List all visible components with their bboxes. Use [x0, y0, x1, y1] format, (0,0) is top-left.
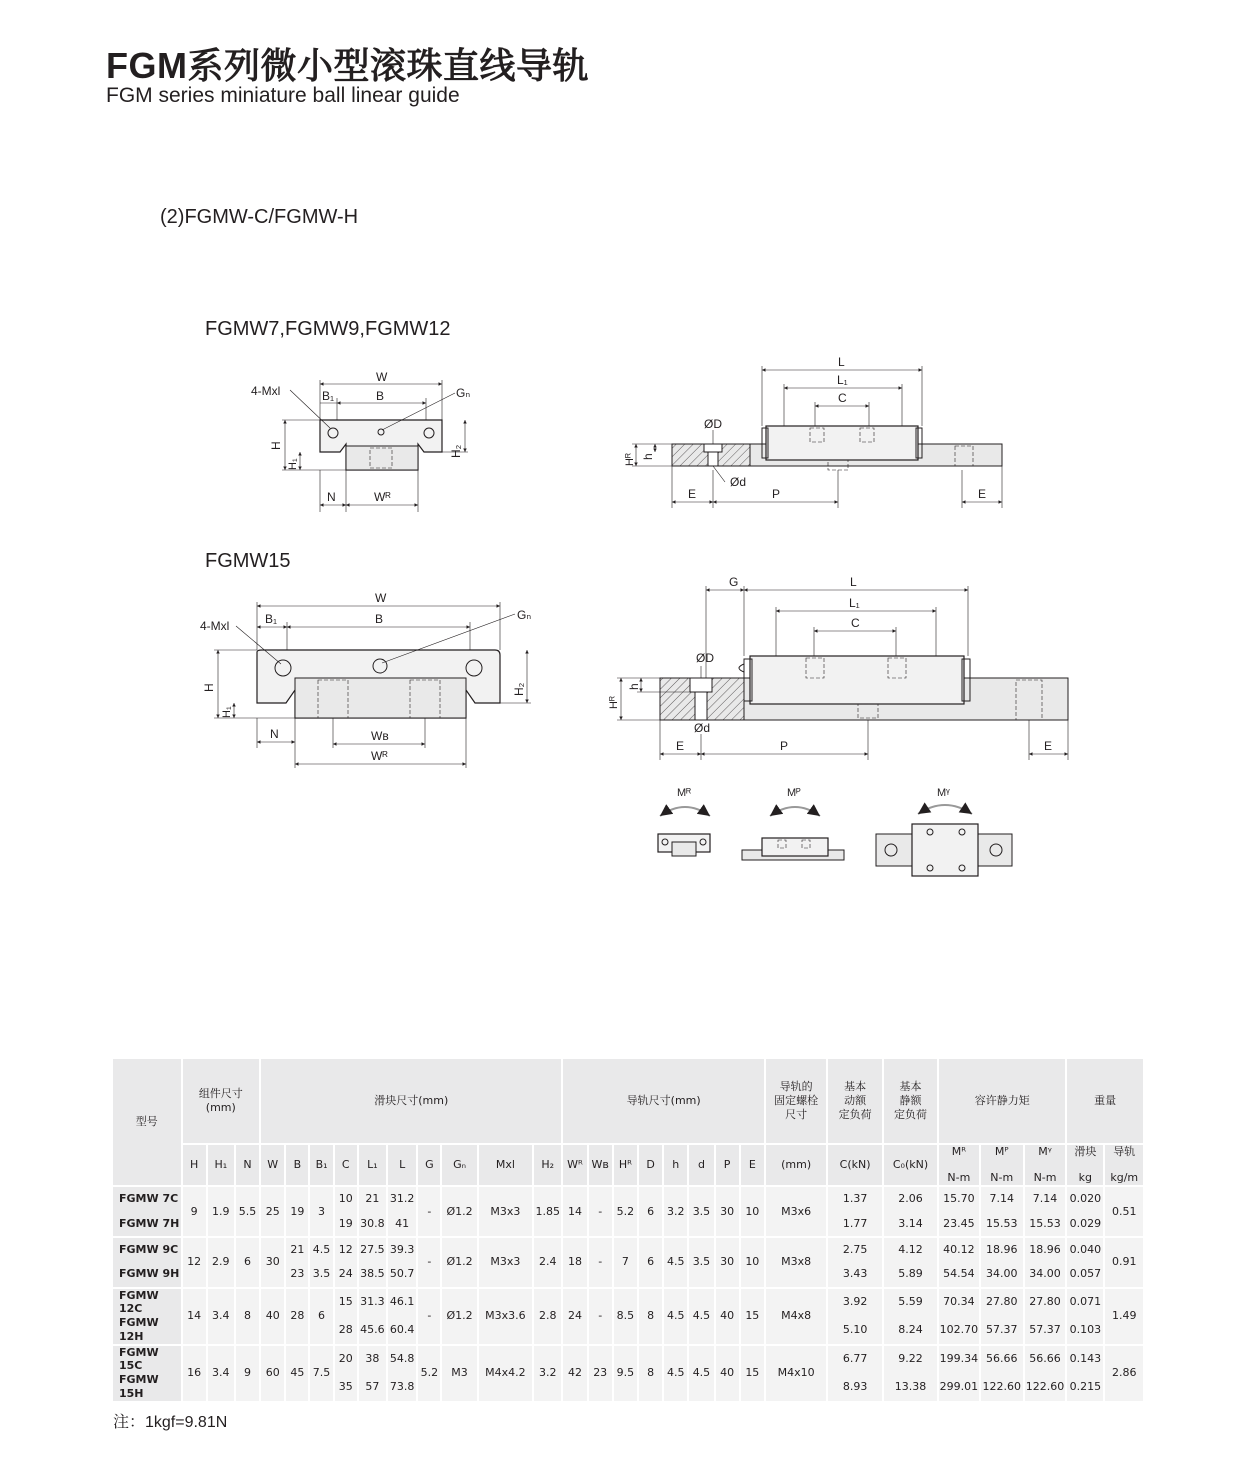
dim-H: H	[269, 441, 283, 450]
dim-D: ØD	[704, 417, 722, 431]
dim-Gn: Gₙ	[517, 608, 532, 622]
th-col: Mxl	[478, 1144, 533, 1186]
cell-block_w: 0.057	[1066, 1262, 1104, 1287]
table-row	[113, 1237, 1144, 1262]
dim-E: E	[688, 487, 697, 501]
unit-note: 注：1kgf=9.81N	[113, 1414, 228, 1431]
cell-d: 3.5	[688, 1237, 714, 1288]
cell-mp: 57.37	[980, 1316, 1024, 1345]
th-col: C(kN)	[827, 1144, 882, 1186]
th-col: P	[715, 1144, 740, 1186]
drawing-group-label: FGMW7,FGMW9,FGMW12	[205, 318, 451, 340]
cell-my: 57.37	[1024, 1316, 1066, 1345]
th-weight-unit: kg	[1078, 1171, 1092, 1184]
cell-d: 8	[638, 1288, 663, 1345]
dim-H2: H₂	[449, 444, 463, 458]
cell-c0: 2.06	[883, 1186, 938, 1211]
cell-mxl: M3x3.6	[478, 1288, 533, 1345]
th-col: L	[387, 1144, 417, 1186]
cell-rail_w: 2.86	[1104, 1345, 1144, 1401]
cell-cdyn: 6.77	[827, 1345, 882, 1374]
cell-d: 4.5	[688, 1288, 714, 1345]
cell-l: 50.7	[387, 1262, 417, 1287]
th-col: C	[334, 1144, 358, 1186]
cell-n: 6	[235, 1237, 260, 1288]
dim-d: Ød	[730, 475, 747, 489]
cell-g: -	[417, 1237, 441, 1288]
page-title: FGM系列微小型滚珠直线导轨	[106, 45, 589, 86]
th-weight: 重量	[1066, 1059, 1144, 1144]
cell-b1: 6	[309, 1288, 333, 1345]
cell-bolt: M4x10	[765, 1345, 827, 1401]
cell-l: 41	[387, 1211, 417, 1236]
th-col: W	[260, 1144, 285, 1186]
dim-W: W	[375, 591, 387, 605]
cell-block_w: 0.040	[1066, 1237, 1104, 1262]
cell-c: 28	[334, 1316, 358, 1345]
cell-l1: 45.6	[358, 1316, 387, 1345]
th-static: 基本 静额 定负荷	[883, 1059, 938, 1144]
th-moment: 容许静力矩	[938, 1059, 1066, 1144]
th-weight-unit: kg/m	[1110, 1171, 1139, 1184]
cell-l: 46.1	[387, 1288, 417, 1317]
cell-mp: 122.60	[980, 1373, 1024, 1401]
cell-h2: 3.2	[533, 1345, 562, 1401]
cell-h2: 1.85	[533, 1186, 562, 1237]
cell-b: 21	[285, 1237, 309, 1262]
th-weight-col	[1066, 1144, 1104, 1186]
th-col: Gₙ	[441, 1144, 477, 1186]
dim-N: N	[327, 490, 336, 504]
cell-l1: 31.3	[358, 1288, 387, 1317]
cell-gn: Ø1.2	[441, 1186, 477, 1237]
moment-MP	[742, 787, 844, 860]
th-moment-col	[1024, 1144, 1066, 1186]
dim-B: B	[375, 612, 384, 626]
cell-gn: Ø1.2	[441, 1237, 477, 1288]
cell-n: 9	[235, 1345, 260, 1401]
cell-bolt: M3x6	[765, 1186, 827, 1237]
th-col: D	[638, 1144, 663, 1186]
cell-g: -	[417, 1288, 441, 1345]
cell-c0: 9.22	[883, 1345, 938, 1374]
cell-h2: 2.8	[533, 1288, 562, 1345]
front-view-15	[200, 591, 531, 768]
dim-Mxl: 4-Mxl	[251, 384, 281, 398]
side-view-15	[608, 575, 1068, 760]
th-col: H₂	[533, 1144, 562, 1186]
cell-rail_w: 0.51	[1104, 1186, 1144, 1237]
cell-l1: 27.5	[358, 1237, 387, 1262]
model-cell: FGMW 15C	[113, 1345, 182, 1374]
cell-c: 35	[334, 1373, 358, 1401]
cell-b1: 4.5	[309, 1237, 333, 1262]
cell-mr: 102.70	[938, 1316, 979, 1345]
table-row	[113, 1288, 1144, 1317]
cell-my: 15.53	[1024, 1211, 1066, 1236]
cell-g: 5.2	[417, 1345, 441, 1401]
side-view-small	[624, 355, 1002, 508]
cell-gn: Ø1.2	[441, 1288, 477, 1345]
th-bolt: 导轨的 固定螺栓 尺寸	[765, 1059, 827, 1144]
cell-mr: 54.54	[938, 1262, 979, 1287]
cell-l1: 30.8	[358, 1211, 387, 1236]
cell-wb: -	[588, 1288, 613, 1345]
cell-l: 31.2	[387, 1186, 417, 1211]
dim-H: H	[202, 683, 216, 692]
cell-e: 10	[740, 1186, 765, 1237]
cell-c: 15	[334, 1288, 358, 1317]
model-cell: FGMW 12H	[113, 1316, 182, 1345]
cell-h: 16	[182, 1345, 207, 1401]
cell-hr: 5.2	[613, 1186, 638, 1237]
cell-g: -	[417, 1186, 441, 1237]
th-col: h	[663, 1144, 688, 1186]
th-moment-col	[938, 1144, 979, 1186]
cell-c0: 3.14	[883, 1211, 938, 1236]
cell-h1: 2.9	[207, 1237, 235, 1288]
cell-cdyn: 3.43	[827, 1262, 882, 1287]
cell-mxl: M3x3	[478, 1186, 533, 1237]
dim-H1: H₁	[221, 706, 233, 718]
cell-block_w: 0.143	[1066, 1345, 1104, 1374]
cell-l: 60.4	[387, 1316, 417, 1345]
th-weight-label: 导轨	[1113, 1145, 1136, 1159]
th-moment-unit: N-m	[1033, 1171, 1057, 1184]
cell-p: 30	[715, 1237, 740, 1288]
th-moment-col	[980, 1144, 1024, 1186]
cell-my: 122.60	[1024, 1373, 1066, 1401]
th-moment-unit: N-m	[990, 1171, 1014, 1184]
cell-b1: 7.5	[309, 1345, 333, 1401]
cell-h2: 2.4	[533, 1237, 562, 1288]
cell-rail_w: 0.91	[1104, 1237, 1144, 1288]
cell-l: 54.8	[387, 1345, 417, 1374]
cell-b: 23	[285, 1262, 309, 1287]
model-cell: FGMW 7C	[113, 1186, 182, 1211]
dim-C: C	[838, 391, 847, 405]
dim-C: C	[851, 616, 860, 630]
cell-cdyn: 1.77	[827, 1211, 882, 1236]
th-col: N	[235, 1144, 260, 1186]
cell-c: 12	[334, 1237, 358, 1262]
cell-mr: 299.01	[938, 1373, 979, 1401]
cell-mr: 40.12	[938, 1237, 979, 1262]
cell-mxl: M4x4.2	[478, 1345, 533, 1401]
cell-h: 4.5	[663, 1288, 688, 1345]
th-col: B	[285, 1144, 309, 1186]
cell-b1: 3	[309, 1186, 333, 1237]
th-rail: 导轨尺寸(mm)	[562, 1059, 765, 1144]
cell-l1: 38.5	[358, 1262, 387, 1287]
cell-h1: 1.9	[207, 1186, 235, 1237]
moment-MY-label: Mᵞ	[937, 787, 950, 799]
th-col: d	[688, 1144, 714, 1186]
cell-mr: 199.34	[938, 1345, 979, 1374]
cell-hr: 7	[613, 1237, 638, 1288]
th-col: H	[182, 1144, 207, 1186]
cell-p: 30	[715, 1186, 740, 1237]
cell-n: 5.5	[235, 1186, 260, 1237]
cell-b: 28	[285, 1288, 309, 1345]
cell-c: 19	[334, 1211, 358, 1236]
cell-l1: 38	[358, 1345, 387, 1374]
model-cell: FGMW 9C	[113, 1237, 182, 1262]
cell-d: 6	[638, 1237, 663, 1288]
cell-e: 15	[740, 1345, 765, 1401]
cell-mp: 7.14	[980, 1186, 1024, 1211]
cell-b: 45	[285, 1345, 309, 1401]
cell-d: 8	[638, 1345, 663, 1401]
cell-mxl: M3x3	[478, 1237, 533, 1288]
cell-e: 15	[740, 1288, 765, 1345]
cell-my: 34.00	[1024, 1262, 1066, 1287]
dim-h: h	[641, 453, 655, 460]
dim-HR: Hᴿ	[608, 696, 620, 709]
page-subtitle: FGM series miniature ball linear guide	[106, 84, 460, 107]
cell-wr: 14	[562, 1186, 587, 1237]
moment-MR-label: Mᴿ	[677, 787, 692, 799]
cell-h: 9	[182, 1186, 207, 1237]
cell-mp: 56.66	[980, 1345, 1024, 1374]
cell-n: 8	[235, 1288, 260, 1345]
cell-w: 40	[260, 1288, 285, 1345]
cell-h1: 3.4	[207, 1345, 235, 1401]
th-block: 滑块尺寸(mm)	[260, 1059, 562, 1144]
dim-E: E	[676, 739, 685, 753]
th-model: 型号	[113, 1059, 182, 1186]
cell-block_w: 0.071	[1066, 1288, 1104, 1317]
th-col: (mm)	[765, 1144, 827, 1186]
cell-c: 24	[334, 1262, 358, 1287]
th-col: Wʙ	[588, 1144, 613, 1186]
dim-B1: B₁	[322, 389, 335, 403]
moment-MY	[876, 787, 1012, 876]
dim-WR: Wᴿ	[371, 749, 388, 763]
cell-h: 12	[182, 1237, 207, 1288]
cell-hr: 9.5	[613, 1345, 638, 1401]
dim-N: N	[270, 727, 279, 741]
dim-W: W	[376, 370, 388, 384]
cell-block_w: 0.103	[1066, 1316, 1104, 1345]
spec-table	[113, 1059, 1145, 1401]
table-row	[113, 1186, 1144, 1211]
cell-c0: 8.24	[883, 1316, 938, 1345]
th-col: Wᴿ	[562, 1144, 587, 1186]
cell-l1: 21	[358, 1186, 387, 1211]
th-col: Hᴿ	[613, 1144, 638, 1186]
cell-p: 40	[715, 1288, 740, 1345]
cell-my: 27.80	[1024, 1288, 1066, 1317]
cell-p: 40	[715, 1345, 740, 1401]
th-col: E	[740, 1144, 765, 1186]
cell-cdyn: 3.92	[827, 1288, 882, 1317]
th-col: L₁	[358, 1144, 387, 1186]
cell-my: 56.66	[1024, 1345, 1066, 1374]
cell-c0: 5.59	[883, 1288, 938, 1317]
cell-wr: 24	[562, 1288, 587, 1345]
moment-MR	[658, 787, 710, 856]
dim-L1: L₁	[837, 373, 848, 387]
model-cell: FGMW 12C	[113, 1288, 182, 1317]
th-assembly: 组件尺寸 (mm)	[182, 1059, 261, 1144]
cell-d: 4.5	[688, 1345, 714, 1401]
cell-cdyn: 8.93	[827, 1373, 882, 1401]
dim-HR: Hᴿ	[624, 453, 636, 466]
cell-mr: 15.70	[938, 1186, 979, 1211]
cell-c: 10	[334, 1186, 358, 1211]
th-moment-symbol: Mᵞ	[1038, 1145, 1052, 1159]
cell-w: 60	[260, 1345, 285, 1401]
cell-c0: 5.89	[883, 1262, 938, 1287]
cell-wb: -	[588, 1186, 613, 1237]
cell-e: 10	[740, 1237, 765, 1288]
cell-wb: -	[588, 1237, 613, 1288]
dim-d: Ød	[694, 721, 711, 735]
cell-mr: 70.34	[938, 1288, 979, 1317]
cell-bolt: M3x8	[765, 1237, 827, 1288]
dim-Gn: Gₙ	[456, 386, 471, 400]
model-cell: FGMW 9H	[113, 1262, 182, 1287]
dim-P: P	[772, 487, 781, 501]
drawing-group-label: FGMW15	[205, 550, 291, 572]
th-col: G	[417, 1144, 441, 1186]
cell-w: 30	[260, 1237, 285, 1288]
dim-H1: H₁	[287, 458, 299, 470]
cell-gn: M3	[441, 1345, 477, 1401]
cell-wb: 23	[588, 1345, 613, 1401]
cell-l: 73.8	[387, 1373, 417, 1401]
cell-c: 20	[334, 1345, 358, 1374]
th-col: C₀(kN)	[883, 1144, 938, 1186]
model-cell: FGMW 15H	[113, 1373, 182, 1401]
cell-mp: 15.53	[980, 1211, 1024, 1236]
dim-h: h	[627, 683, 641, 690]
cell-b: 19	[285, 1186, 309, 1237]
dim-B: B	[376, 389, 385, 403]
cell-rail_w: 1.49	[1104, 1288, 1144, 1345]
cell-block_w: 0.029	[1066, 1211, 1104, 1236]
cell-h: 14	[182, 1288, 207, 1345]
model-cell: FGMW 7H	[113, 1211, 182, 1236]
cell-h: 4.5	[663, 1237, 688, 1288]
dim-Mxl: 4-Mxl	[200, 619, 230, 633]
dim-L: L	[850, 575, 857, 589]
moment-MP-label: Mᴾ	[787, 787, 801, 799]
dim-WR: Wᴿ	[374, 490, 391, 504]
th-moment-unit: N-m	[947, 1171, 971, 1184]
dim-WB: Wʙ	[371, 729, 389, 743]
cell-wr: 42	[562, 1345, 587, 1401]
cell-d: 3.5	[688, 1186, 714, 1237]
dim-E: E	[978, 487, 987, 501]
cell-w: 25	[260, 1186, 285, 1237]
cell-cdyn: 5.10	[827, 1316, 882, 1345]
th-col: H₁	[207, 1144, 235, 1186]
cell-cdyn: 2.75	[827, 1237, 882, 1262]
dim-B1: B₁	[265, 612, 278, 626]
cell-l1: 57	[358, 1373, 387, 1401]
cell-mp: 18.96	[980, 1237, 1024, 1262]
cell-h1: 3.4	[207, 1288, 235, 1345]
th-weight-label: 滑块	[1074, 1145, 1097, 1159]
cell-mp: 27.80	[980, 1288, 1024, 1317]
cell-d: 6	[638, 1186, 663, 1237]
front-view-small	[251, 370, 470, 512]
table-row	[113, 1345, 1144, 1374]
cell-block_w: 0.020	[1066, 1186, 1104, 1211]
cell-wr: 18	[562, 1237, 587, 1288]
th-moment-symbol: Mᴾ	[994, 1145, 1009, 1159]
cell-h: 3.2	[663, 1186, 688, 1237]
cell-h: 4.5	[663, 1345, 688, 1401]
cell-c0: 4.12	[883, 1237, 938, 1262]
cell-block_w: 0.215	[1066, 1373, 1104, 1401]
th-moment-symbol: Mᴿ	[951, 1145, 967, 1159]
cell-hr: 8.5	[613, 1288, 638, 1345]
cell-bolt: M4x8	[765, 1288, 827, 1345]
th-col: B₁	[309, 1144, 333, 1186]
cell-l: 39.3	[387, 1237, 417, 1262]
dim-H2: H₂	[512, 682, 526, 696]
dim-P: P	[780, 739, 789, 753]
cell-mr: 23.45	[938, 1211, 979, 1236]
th-dynamic: 基本 动额 定负荷	[827, 1059, 882, 1144]
cell-b1: 3.5	[309, 1262, 333, 1287]
dim-E: E	[1044, 739, 1053, 753]
section-title: (2)FGMW-C/FGMW-H	[160, 206, 359, 228]
cell-mp: 34.00	[980, 1262, 1024, 1287]
dim-L: L	[838, 355, 845, 369]
cell-cdyn: 1.37	[827, 1186, 882, 1211]
th-weight-col	[1104, 1144, 1144, 1186]
cell-my: 18.96	[1024, 1237, 1066, 1262]
dim-L1: L₁	[849, 596, 860, 610]
cell-c0: 13.38	[883, 1373, 938, 1401]
cell-my: 7.14	[1024, 1186, 1066, 1211]
dim-G: G	[729, 575, 739, 589]
dim-D: ØD	[696, 651, 714, 665]
